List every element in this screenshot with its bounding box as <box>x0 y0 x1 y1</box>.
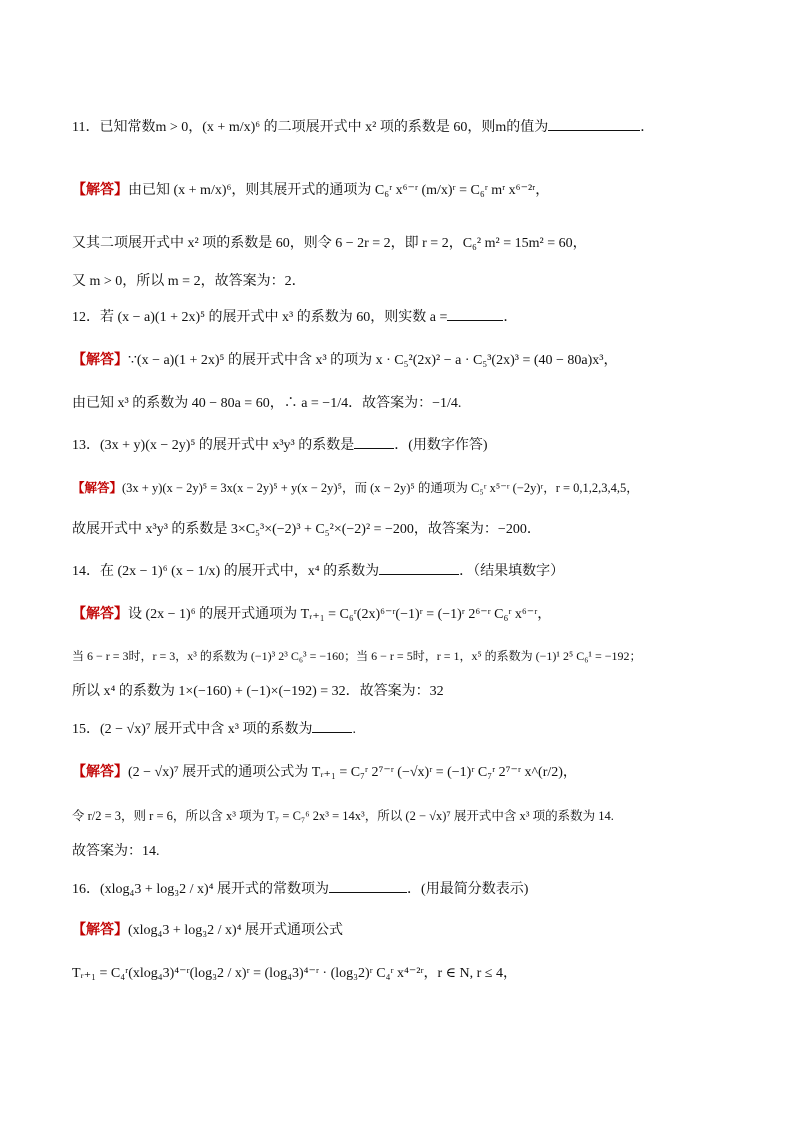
problem-12-solution-2: 由已知 x³ 的系数为 40 − 80a = 60，∴ a = −1/4．故答案为：−1/4. <box>72 396 462 411</box>
answer-label: 【解答】 <box>72 352 128 368</box>
problem-16-end: ．(用最简分数表示) <box>407 882 529 897</box>
answer-blank <box>447 308 503 321</box>
answer-blank <box>329 880 407 893</box>
problem-16-question <box>72 880 734 900</box>
answer-blank <box>379 562 459 575</box>
solution-text: (3x + y)(x − 2y)⁵ = 3x(x − 2y)⁵ + y(x − 2y)⁵，而 (x − 2y)⁵ 的通项为 C₅ʳ x⁵⁻ʳ (−2y)ʳ，r = 0,1,2,3,4,5， <box>122 481 639 495</box>
problem-13-text: 13．(3x + y)(x − 2y)⁵ 的展开式中 x³y³ 的系数是 <box>72 438 355 453</box>
problem-13-question <box>72 436 734 456</box>
problem-11-text: 11．已知常数m > 0，(x + m/x)⁶ 的二项展开式中 x² 项的系数是 60，则m的值为 <box>72 120 549 135</box>
answer-label: 【解答】 <box>72 606 128 622</box>
answer-blank <box>548 118 640 131</box>
problem-12-solution-1 <box>72 350 734 371</box>
problem-14-question <box>72 562 734 582</box>
problem-16-solution-2: Tᵣ₊₁ = C₄ʳ(xlog₄3)⁴⁻ʳ(log₃2 / x)ʳ = (log₄3)⁴⁻ʳ · (log₃2)ʳ C₄ʳ x⁴⁻²ʳ，r ∈ N, r ≤ 4， <box>72 966 517 981</box>
problem-15-text: 15．(2 − √x)⁷ 展开式中含 x³ 项的系数为 <box>72 722 313 737</box>
solution-text: 由已知 (x + m/x)⁶，则其展开式的通项为 C₆ʳ x⁶⁻ʳ (m/x)ʳ = C₆ʳ mʳ x⁶⁻²ʳ， <box>128 183 550 198</box>
answer-blank <box>354 436 394 449</box>
problem-16-text: 16．(xlog₄3 + log₃2 / x)⁴ 展开式的常数项为 <box>72 882 330 897</box>
problem-16-solution-1 <box>72 920 734 941</box>
solution-text: (2 − √x)⁷ 展开式的通项公式为 Tᵣ₊₁ = C₇ʳ 2⁷⁻ʳ (−√x)ʳ = (−1)ʳ C₇ʳ 2⁷⁻ʳ x^(r/2)， <box>128 765 577 780</box>
problem-14-solution-3: 所以 x⁴ 的系数为 1×(−160) + (−1)×(−192) = 32．故答案为：32 <box>72 684 444 699</box>
answer-label: 【解答】 <box>72 764 128 780</box>
problem-11-solution-3: 又 m > 0，所以 m = 2，故答案为：2． <box>72 274 306 289</box>
problem-15-solution-2: 令 r/2 = 3，则 r = 6，所以含 x³ 项为 T₇ = C₇⁶ 2x³ = 14x³，所以 (2 − √x)⁷ 展开式中含 x³ 项的系数为 14. <box>72 809 614 823</box>
problem-15-end: . <box>352 722 356 737</box>
answer-label: 【解答】 <box>72 182 128 198</box>
problem-13-end: ．(用数字作答) <box>394 438 488 453</box>
problem-15-solution-3: 故答案为：14. <box>72 844 160 859</box>
problem-14-text: 14．在 (2x − 1)⁶ (x − 1/x) 的展开式中，x⁴ 的系数为 <box>72 564 380 579</box>
problem-15-solution-1 <box>72 762 734 783</box>
solution-text: 设 (2x − 1)⁶ 的展开式通项为 Tᵣ₊₁ = C₆ʳ(2x)⁶⁻ʳ(−1)ʳ = (−1)ʳ 2⁶⁻ʳ C₆ʳ x⁶⁻ʳ， <box>128 607 552 622</box>
answer-label: 【解答】 <box>72 480 123 495</box>
problem-14-end: ．（结果填数字） <box>459 564 565 579</box>
problem-13-solution-2: 故展开式中 x³y³ 的系数是 3×C₅³×(−2)³ + C₅²×(−2)² = −200，故答案为：−200． <box>72 522 541 537</box>
problem-12-end: ． <box>503 310 518 325</box>
problem-15-question <box>72 720 734 740</box>
solution-text: ∵(x − a)(1 + 2x)⁵ 的展开式中含 x³ 的项为 x · C₅²(2x)² − a · C₅³(2x)³ = (40 − 80a)x³， <box>128 353 618 368</box>
problem-12-text: 12．若 (x − a)(1 + 2x)⁵ 的展开式中 x³ 的系数为 60，则实数 a = <box>72 310 448 325</box>
problem-12-question <box>72 308 734 328</box>
problem-11-solution-2: 又其二项展开式中 x² 项的系数是 60，则令 6 − 2r = 2，即 r = 2，C₆² m² = 15m² = 60， <box>72 236 587 251</box>
problem-14-solution-2: 当 6 − r = 3时，r = 3，x³ 的系数为 (−1)³ 2³ C₆³ = −160；当 6 − r = 5时，r = 1，x⁵ 的系数为 (−1)¹ 2⁵ C₆¹ = −192； <box>72 649 642 663</box>
answer-blank <box>312 720 352 733</box>
answer-label: 【解答】 <box>72 922 128 938</box>
problem-14-solution-1 <box>72 604 734 625</box>
problem-11-solution-1 <box>72 180 734 201</box>
solution-text: (xlog₄3 + log₃2 / x)⁴ 展开式通项公式 <box>128 923 344 938</box>
problem-11-question <box>72 118 734 138</box>
problem-13-solution-1 <box>72 478 734 498</box>
problem-11-end: ． <box>640 120 655 135</box>
